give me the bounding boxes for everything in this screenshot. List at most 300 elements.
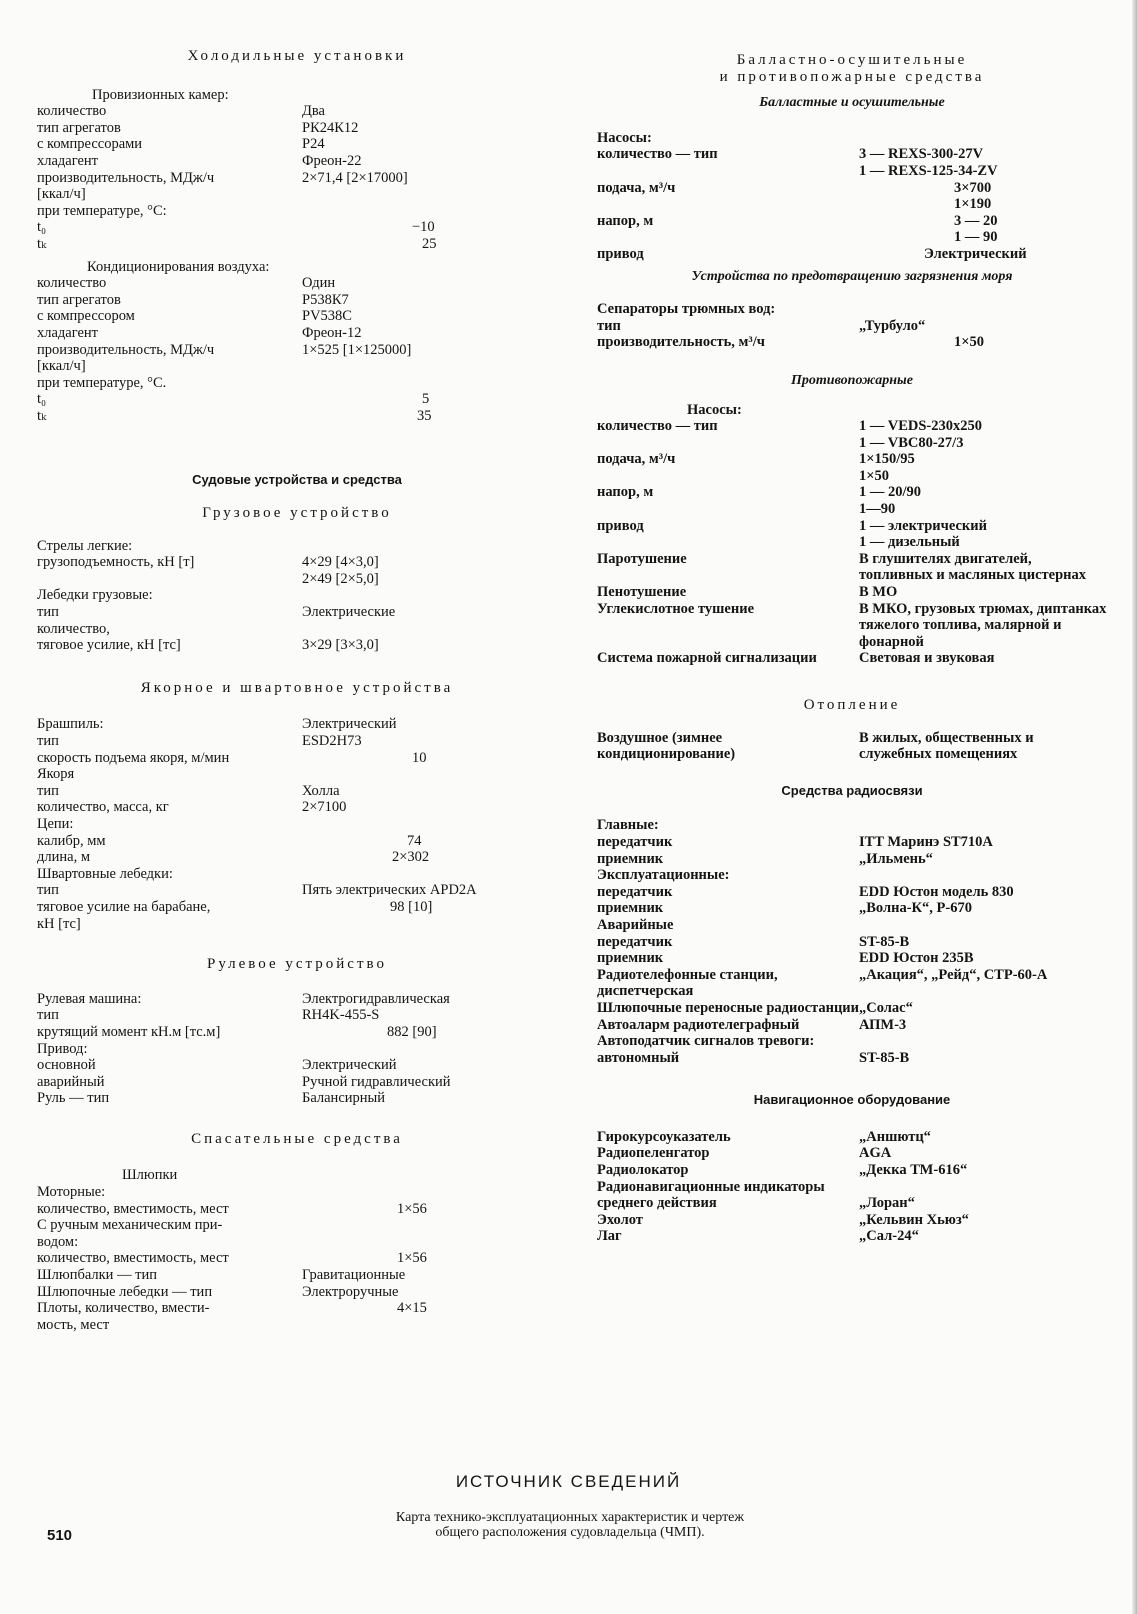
spec-label: tₖ: [37, 407, 47, 424]
spec-label: передатчик: [597, 883, 673, 900]
spec-row: [597, 1162, 1107, 1179]
spec-label: t₀: [37, 391, 47, 408]
spec-label: [597, 229, 859, 246]
spec-value: Электрический: [302, 716, 397, 733]
spec-label: калибр, мм: [37, 832, 106, 849]
spec-label: Пенотушение: [597, 584, 687, 601]
spec-value: AGA: [859, 1145, 892, 1162]
page-edge-shadow: [1132, 0, 1137, 1614]
spec-value: ST-85-B: [859, 1049, 910, 1066]
spec-value: [302, 587, 557, 604]
spec-value: ITT Маринэ ST710A: [859, 833, 993, 850]
spec-value: [302, 375, 557, 392]
spec-list: [597, 418, 1107, 667]
spec-label: длина, м: [37, 849, 90, 866]
spec-row: [37, 849, 557, 866]
spec-row: [37, 219, 557, 236]
spec-value: [302, 1217, 557, 1234]
spec-value: 25: [422, 235, 437, 252]
spec-row: [37, 816, 557, 833]
spec-row: [597, 146, 1107, 163]
spec-row: [37, 783, 557, 800]
spec-row: [37, 136, 557, 153]
spec-value: 1 — 20/90: [859, 484, 922, 501]
spec-label: производительность, МДж/ч: [37, 169, 215, 186]
section-title-rescue: Спасательные средства: [191, 1130, 403, 1147]
spec-label: Радионавигационные индикаторы: [597, 1178, 825, 1195]
spec-value: 1×190: [954, 196, 992, 213]
spec-row: [597, 584, 1107, 601]
spec-row: [37, 1024, 557, 1041]
spec-value: АПМ-3: [859, 1016, 907, 1033]
spec-label: количество, вместимость, мест: [37, 1250, 229, 1267]
spec-row: [37, 766, 557, 783]
spec-value: 3×700: [954, 179, 992, 196]
spec-label: с компрессором: [37, 308, 135, 325]
spec-row: [37, 916, 557, 933]
spec-label: Шлюпочные лебедки — тип: [37, 1283, 213, 1300]
spec-label: основной: [37, 1057, 96, 1074]
spec-label: количество, вместимость, мест: [37, 1200, 229, 1217]
spec-value: 1—90: [859, 501, 896, 518]
spec-list: [37, 716, 557, 932]
spec-row: [37, 236, 557, 253]
spec-label: Привод:: [37, 1040, 88, 1057]
spec-row: [37, 538, 557, 555]
section-title-steering: Рулевое устройство: [206, 956, 387, 973]
spec-label: Лебедки грузовые:: [37, 587, 153, 604]
spec-label: тип: [597, 317, 621, 334]
spec-row: [37, 1317, 557, 1334]
spec-value: Пять электрических APD2A: [302, 882, 477, 899]
spec-label: напор, м: [597, 212, 654, 229]
spec-list: [37, 991, 557, 1107]
source-line-2: общего расположения судовладельца (ЧМП).: [435, 1525, 705, 1540]
source-line-1: Карта технико-эксплуатационных характеристик и чертеж: [395, 1510, 745, 1525]
spec-row: [37, 120, 557, 137]
spec-value: „Волна-К“, Р-670: [859, 900, 972, 917]
spec-label: Паротушение: [597, 550, 687, 567]
spec-row: [597, 1195, 1107, 1212]
spec-value: Гравитационные: [302, 1267, 406, 1284]
spec-row: [597, 318, 1107, 335]
spec-row: [37, 587, 557, 604]
spec-label: [597, 435, 859, 452]
spec-value: 2×302: [392, 849, 430, 866]
spec-value: [302, 766, 557, 783]
spec-row: [597, 334, 1107, 351]
source-text: [310, 1510, 830, 1540]
spec-label: [597, 468, 859, 485]
spec-row: [597, 1033, 1107, 1050]
spec-row: [597, 730, 1107, 763]
spec-label: с компрессорами: [37, 136, 143, 153]
spec-label: Якоря: [37, 766, 75, 783]
section-title-anchor: Якорное и швартовное устройства: [140, 679, 454, 696]
spec-value: [302, 621, 557, 638]
spec-label: [597, 534, 859, 551]
spec-value: „Кельвин Хьюз“: [859, 1211, 969, 1228]
spec-label: аварийный: [37, 1073, 105, 1090]
page-number: 510: [47, 1527, 73, 1544]
spec-value: 35: [417, 407, 432, 424]
spec-label: Шлюпочные переносные радиостанции: [597, 999, 860, 1016]
spec-value: Световая и звуковая: [859, 650, 995, 667]
spec-value: Два: [302, 103, 325, 120]
spec-label: Радиолокатор: [597, 1162, 689, 1179]
spec-row: [597, 950, 1107, 967]
spec-label: Цепи:: [37, 815, 74, 832]
spec-list: [37, 1184, 557, 1333]
spec-label: водом:: [37, 1233, 79, 1250]
spec-label: Брашпиль:: [37, 716, 104, 733]
subsection-provision-chambers: Провизионных камер:: [92, 86, 229, 103]
spec-row: [597, 196, 1107, 213]
spec-row: [37, 750, 557, 767]
spec-row: [37, 1201, 557, 1218]
spec-value: Электрический: [302, 1057, 397, 1074]
spec-label: tₖ: [37, 235, 47, 252]
spec-row: [597, 501, 1107, 518]
spec-label: привод: [597, 517, 644, 534]
spec-row: [597, 601, 1107, 651]
spec-label: С ручным механическим при-: [37, 1217, 223, 1234]
spec-value: 1 — VBC80-27/3: [859, 434, 964, 451]
spec-label: передатчик: [597, 833, 673, 850]
spec-row: [597, 1179, 1107, 1196]
spec-row: [597, 867, 1107, 884]
spec-value: 4×29 [4×3,0]: [302, 554, 379, 571]
spec-row: [597, 967, 1107, 1000]
spec-row: [37, 1041, 557, 1058]
spec-row: [597, 163, 1107, 180]
section-title-refrigeration: Холодильные установки: [187, 48, 407, 64]
spec-value: [302, 1234, 557, 1251]
spec-row: [37, 375, 557, 392]
spec-value: Холла: [302, 782, 340, 799]
spec-row: [597, 1000, 1107, 1017]
spec-value: „Акация“, „Рейд“, СТР-60-А: [859, 966, 1048, 983]
spec-row: [597, 468, 1107, 485]
spec-row: [597, 435, 1107, 452]
spec-label: Радиопеленгатор: [597, 1145, 710, 1162]
spec-value: [302, 203, 557, 220]
spec-list: [597, 817, 1107, 1066]
spec-label: тяговое усилие на барабане,: [37, 898, 211, 915]
spec-row: [37, 170, 557, 187]
spec-list: [37, 103, 557, 252]
spec-value: Электрические: [302, 604, 396, 621]
spec-value: В МО: [859, 584, 898, 601]
spec-row: [37, 1234, 557, 1251]
spec-label: Углекислотное тушение: [597, 600, 755, 617]
spec-label: количество: [37, 275, 107, 292]
spec-row: [37, 153, 557, 170]
spec-row: [37, 1250, 557, 1267]
spec-value: Балансирный: [302, 1090, 386, 1107]
spec-value: Электрогидравлическая: [302, 990, 450, 1007]
section-title-ship-devices: Судовые устройства и средства: [192, 472, 402, 488]
spec-row: [37, 1300, 557, 1317]
subsection-pollution: Устройства по предотвращению загрязнения моря: [691, 268, 1013, 284]
spec-value: „Сал-24“: [859, 1228, 919, 1245]
spec-row: [597, 900, 1107, 917]
spec-row: [37, 1074, 557, 1091]
spec-value: 882 [90]: [387, 1023, 437, 1040]
spec-value: „Ильмень“: [859, 850, 933, 867]
right-column: [597, 52, 1107, 1245]
spec-value: [302, 538, 557, 555]
spec-value: EDD Юстон 235B: [859, 950, 974, 967]
spec-label: t₀: [37, 219, 47, 236]
spec-row: [37, 325, 557, 342]
spec-value: 4×15: [397, 1300, 427, 1317]
section-title-ballast-line2: и противопожарные средства: [719, 68, 985, 85]
spec-label: приемник: [597, 850, 664, 867]
spec-value: 1 — VEDS-230x250: [859, 418, 982, 435]
spec-label: подача, м³/ч: [597, 179, 676, 196]
spec-value: В глушителях двигателей, топливных и масляных цистернах: [859, 550, 1087, 584]
spec-label: кН [тс]: [37, 915, 81, 932]
section-title-radio: Средства радиосвязи: [781, 782, 923, 798]
spec-value: −10: [412, 219, 435, 236]
spec-label: передатчик: [597, 933, 673, 950]
spec-label: тип агрегатов: [37, 119, 121, 136]
source-title: ИСТОЧНИК СВЕДЕНИЙ: [455, 1472, 682, 1491]
spec-value: Р24: [302, 136, 325, 153]
spec-row: [37, 882, 557, 899]
spec-label: Рулевая машина:: [37, 990, 142, 1007]
spec-value: Электрический: [924, 245, 1027, 262]
spec-row: [37, 637, 557, 654]
spec-label: Моторные:: [37, 1184, 106, 1201]
spec-value: 98 [10]: [390, 898, 433, 915]
spec-value: [302, 916, 557, 933]
spec-label: Лаг: [597, 1228, 622, 1245]
spec-value: 1×525 [1×125000]: [302, 341, 412, 358]
spec-row: [37, 1057, 557, 1074]
spec-value: 74: [407, 832, 422, 849]
spec-row: [597, 1050, 1107, 1067]
spec-row: [37, 1284, 557, 1301]
spec-label: Насосы:: [597, 129, 652, 146]
spec-label: тип: [37, 1007, 59, 1024]
spec-value: Фреон-22: [302, 152, 362, 169]
spec-value: „Турбуло“: [859, 317, 926, 334]
spec-row: [37, 391, 557, 408]
section-title-ballast-line1: Балластно-осушительные: [736, 52, 968, 68]
spec-label: Автоподатчик сигналов тревоги:: [597, 1033, 815, 1050]
subsection-fire-pumps: Насосы:: [687, 401, 742, 418]
spec-value: [859, 867, 1107, 884]
spec-value: [302, 866, 557, 883]
spec-row: [597, 817, 1107, 834]
spec-row: [37, 1090, 557, 1107]
spec-row: [597, 1228, 1107, 1245]
spec-row: [37, 866, 557, 883]
spec-list: [37, 538, 557, 654]
spec-row: [37, 1007, 557, 1024]
spec-label: [597, 501, 859, 518]
spec-row: [597, 518, 1107, 535]
spec-value: [302, 186, 557, 203]
spec-value: 1 — дизельный: [859, 534, 960, 551]
subsection-ballast: Балластные и осушительные: [759, 95, 945, 111]
spec-row: [597, 1145, 1107, 1162]
spec-label: Швартовные лебедки:: [37, 865, 173, 882]
section-title-navigation: Навигационное оборудование: [753, 1092, 951, 1108]
spec-list: [597, 130, 1107, 263]
spec-value: Фреон-12: [302, 324, 362, 341]
subsection-boats: Шлюпки: [122, 1167, 178, 1184]
spec-value: [859, 917, 1107, 934]
spec-value: Ручной гидравлический: [302, 1073, 451, 1090]
spec-row: [597, 851, 1107, 868]
spec-row: [597, 917, 1107, 934]
spec-label: приемник: [597, 950, 664, 967]
spec-row: [37, 554, 557, 571]
spec-label: подача, м³/ч: [597, 451, 676, 468]
spec-value: 1×56: [397, 1250, 427, 1267]
spec-label: тяговое усилие, кН [тс]: [37, 637, 181, 654]
spec-row: [597, 484, 1107, 501]
spec-list: [37, 275, 557, 424]
spec-value: Один: [302, 275, 336, 292]
spec-label: при температуре, °С.: [37, 374, 167, 391]
spec-row: [37, 571, 557, 588]
spec-label: Аварийные: [597, 916, 674, 933]
spec-value: [302, 816, 557, 833]
spec-value: 3×29 [3×3,0]: [302, 637, 379, 654]
spec-row: [37, 604, 557, 621]
spec-row: [37, 1217, 557, 1234]
spec-value: [859, 301, 1107, 318]
spec-label: Автоаларм радиотелеграфный: [597, 1016, 800, 1033]
spec-label: количество: [37, 103, 107, 120]
spec-row: [597, 834, 1107, 851]
spec-value: В жилых, общественных и служебных помещениях: [859, 729, 1034, 763]
spec-label: среднего действия: [597, 1195, 717, 1212]
spec-value: 5: [422, 391, 430, 408]
spec-row: [597, 213, 1107, 230]
spec-label: хладагент: [37, 152, 99, 169]
spec-label: тип: [37, 604, 59, 621]
spec-value: [859, 130, 1107, 147]
spec-label: Руль — тип: [37, 1090, 110, 1107]
spec-value: Р538К7: [302, 291, 349, 308]
spec-row: [597, 451, 1107, 468]
spec-label: скорость подъема якоря, м/мин: [37, 749, 230, 766]
spec-value: [859, 817, 1107, 834]
spec-value: В МКО, грузовых трюмах, диптанках тяжелого топлива, малярной и фонарной: [859, 600, 1107, 650]
spec-label: Плоты, количество, вмести-: [37, 1300, 210, 1317]
spec-row: [597, 229, 1107, 246]
spec-row: [597, 534, 1107, 551]
spec-row: [37, 103, 557, 120]
spec-row: [597, 246, 1107, 263]
spec-row: [597, 180, 1107, 197]
spec-label: Стрелы легкие:: [37, 537, 133, 554]
spec-row: [37, 358, 557, 375]
spec-value: 3 — 20: [954, 212, 998, 229]
spec-value: 3 — REXS-300-27V: [859, 146, 984, 163]
spec-label: количество — тип: [597, 418, 718, 435]
spec-label: [ккал/ч]: [37, 186, 86, 203]
spec-value: 2×71,4 [2×17000]: [302, 169, 408, 186]
spec-row: [37, 292, 557, 309]
spec-value: „Солас“: [859, 999, 913, 1016]
spec-row: [597, 650, 1107, 667]
spec-value: [302, 358, 557, 375]
spec-label: при температуре, °С:: [37, 202, 167, 219]
spec-row: [37, 833, 557, 850]
spec-value: 1×56: [397, 1200, 427, 1217]
spec-label: тип: [37, 782, 59, 799]
spec-label: приемник: [597, 900, 664, 917]
spec-value: 10: [412, 749, 427, 766]
spec-value: „Лоран“: [859, 1195, 915, 1212]
spec-row: [37, 308, 557, 325]
section-title-heating: Отопление: [803, 697, 901, 713]
spec-label: крутящий момент кН.м [тс.м]: [37, 1023, 221, 1040]
spec-value: 1 — REXS-125-34-ZV: [859, 162, 998, 179]
spec-row: [597, 301, 1107, 318]
spec-row: [37, 275, 557, 292]
spec-value: [302, 1317, 557, 1334]
subsection-fire: Противопожарные: [791, 372, 913, 388]
spec-value: RH4K-455-S: [302, 1007, 380, 1024]
spec-label: хладагент: [37, 324, 99, 341]
spec-row: [597, 1212, 1107, 1229]
spec-value: PV538C: [302, 308, 352, 325]
spec-value: РК24К12: [302, 119, 359, 136]
spec-label: [597, 196, 859, 213]
spec-row: [37, 716, 557, 733]
spec-label: Эхолот: [597, 1211, 643, 1228]
spec-label: количество, масса, кг: [37, 799, 169, 816]
spec-label: [37, 571, 302, 588]
spec-label: тип агрегатов: [37, 291, 121, 308]
spec-label: грузоподъемность, кН [т]: [37, 554, 195, 571]
spec-label: количество — тип: [597, 146, 718, 163]
spec-value: EDD Юстон модель 830: [859, 883, 1014, 900]
spec-row: [37, 1184, 557, 1201]
spec-value: [302, 1184, 557, 1201]
spec-value: 1×150/95: [859, 451, 915, 468]
spec-row: [597, 418, 1107, 435]
spec-label: Гирокурсоуказатель: [597, 1128, 731, 1145]
section-title-cargo: Грузовое устройство: [202, 505, 392, 522]
spec-row: [37, 733, 557, 750]
spec-list: [597, 301, 1107, 351]
spec-row: [597, 934, 1107, 951]
spec-value: ST-85-B: [859, 933, 910, 950]
subsection-air-conditioning: Кондиционирования воздуха:: [87, 258, 270, 275]
spec-label: [597, 163, 859, 180]
spec-value: „Аншютц“: [859, 1128, 931, 1145]
spec-value: [859, 1179, 1107, 1196]
spec-label: автономный: [597, 1049, 680, 1066]
spec-value: 2×7100: [302, 799, 347, 816]
spec-value: 1 — электрический: [859, 517, 987, 534]
spec-row: [37, 186, 557, 203]
spec-label: [ккал/ч]: [37, 358, 86, 375]
spec-value: ESD2H73: [302, 733, 362, 749]
spec-label: Радиотелефонные станции, диспетчерская: [597, 966, 778, 1000]
spec-row: [597, 884, 1107, 901]
spec-value: [302, 1041, 557, 1058]
spec-label: тип: [37, 733, 59, 749]
